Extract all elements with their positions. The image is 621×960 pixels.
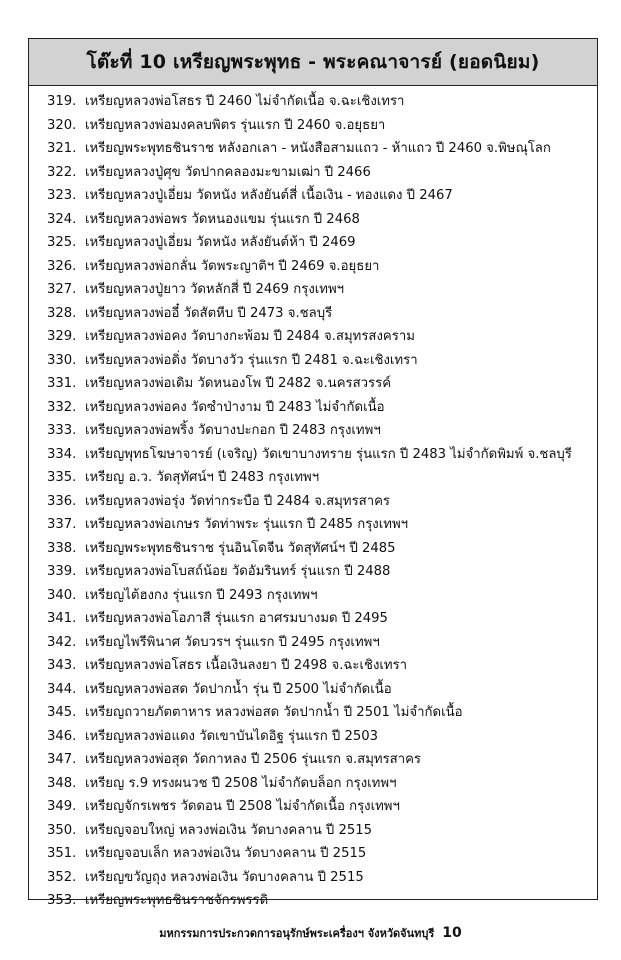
list-item [47,302,597,326]
item-text: เหรียญขวัญถุง หลวงพ่อเงิน วัดบางคลาน ปี 2515 [85,869,364,885]
item-text: เหรียญหลวงปู่ศุข วัดปากคลองมะขามเฒ่า ปี 2466 [85,164,371,180]
list-item [47,161,597,185]
list-item [47,842,597,866]
item-number: 329. [47,329,77,344]
item-text: เหรียญหลวงพ่อคง วัดซำป่างาม ปี 2483 ไม่จำกัดเนื้อ [85,399,385,415]
item-text: เหรียญพระพุทธชินราช รุ่นอินโดจีน วัดสุทัศน์ฯ ปี 2485 [85,540,396,556]
item-number: 351. [47,846,77,861]
item-text: เหรียญถวายภัตตาหาร หลวงพ่อสด วัดปากน้ำ ปี 2501 ไม่จำกัดเนื้อ [85,705,463,720]
item-number: 339. [47,564,77,579]
list-item [47,184,597,208]
list-item [47,419,597,443]
list-item [47,560,597,584]
item-text: เหรียญหลวงพ่อพร วัดหนองแขม รุ่นแรก ปี 2468 [85,211,360,227]
item-text: เหรียญหลวงพ่อโสธร เนื้อเงินลงยา ปี 2498 จ.ฉะเชิงเทรา [85,658,408,673]
item-number: 320. [47,117,77,133]
item-number: 345. [47,705,77,720]
list-item [47,607,597,631]
item-text: เหรียญหลวงพ่อโอภาสี รุ่นแรก อาศรมบางมด ปี 2495 [85,611,388,626]
footer-text: มหกรรมการประกวดการอนุรักษ์พระเครื่องฯ จังหวัดจันทบุรี [159,927,435,940]
list-item [47,584,597,608]
item-number: 347. [47,752,77,767]
item-number: 337. [47,517,77,532]
list-item [47,137,597,161]
item-number: 328. [47,305,77,321]
footer [0,924,621,942]
list-item [47,208,597,232]
item-text: เหรียญหลวงพ่อสุด วัดกาหลง ปี 2506 รุ่นแรก จ.สมุทรสาคร [85,752,422,767]
item-list [29,86,597,913]
page-number: 10 [442,925,462,941]
list-item [47,443,597,467]
item-text: เหรียญไต้ฮงกง รุ่นแรก ปี 2493 กรุงเทพฯ [85,587,318,603]
list-item [47,631,597,655]
item-text: เหรียญหลวงพ่อพริ้ง วัดบางปะกอก ปี 2483 กรุงเทพฯ [85,423,381,438]
item-number: 323. [47,188,77,203]
item-number: 331. [47,376,77,391]
list-item [47,255,597,279]
item-number: 350. [47,822,77,838]
item-number: 334. [47,446,77,462]
list-item [47,325,597,349]
item-number: 340. [47,587,77,603]
item-text: เหรียญหลวงพ่อคง วัดบางกะพ้อม ปี 2484 จ.สมุทรสงคราม [85,329,415,344]
item-number: 336. [47,493,77,509]
list-item [47,866,597,890]
item-text: เหรียญหลวงปู่เอี่ยม วัดหนัง หลังยันต์ห้า ปี 2469 [85,235,356,250]
item-text: เหรียญหลวงพ่อเดิม วัดหนองโพ ปี 2482 จ.นครสวรรค์ [85,376,392,391]
list-item [47,537,597,561]
item-number: 352. [47,869,77,885]
item-number: 348. [47,775,77,791]
list-item [47,90,597,114]
item-number: 349. [47,799,77,814]
item-text: เหรียญจอบใหญ่ หลวงพ่อเงิน วัดบางคลาน ปี 2515 [85,822,373,838]
item-text: เหรียญพระพุทธชินราชจักรพรรดิ [85,893,269,908]
list-item [47,654,597,678]
item-text: เหรียญหลวงพ่อโบสถ์น้อย วัดอัมรินทร์ รุ่นแรก ปี 2488 [85,564,391,579]
item-text: เหรียญหลวงพ่อโสธร ปี 2460 ไม่จำกัดเนื้อ จ.ฉะเชิงเทรา [85,94,405,109]
list-item [47,278,597,302]
list-item [47,725,597,749]
item-text: เหรียญหลวงพ่อเกษร วัดท่าพระ รุ่นแรก ปี 2485 กรุงเทพฯ [85,517,409,532]
list-item [47,349,597,373]
item-number: 335. [47,470,77,485]
item-number: 326. [47,258,77,274]
list-item [47,396,597,420]
list-item [47,513,597,537]
item-number: 327. [47,282,77,297]
item-number: 353. [47,893,77,908]
page-title: โต๊ะที่ 10 เหรียญพระพุทธ - พระคณาจารย์ (ยอดนิยม) [29,39,597,86]
item-text: เหรียญพุทธโฆษาจารย์ (เจริญ) วัดเขาบางทราย รุ่นแรก ปี 2483 ไม่จำกัดพิมพ์ จ.ชลบุรี [85,446,572,462]
item-text: เหรียญจักรเพชร วัดดอน ปี 2508 ไม่จำกัดเนื้อ กรุงเทพฯ [85,799,400,814]
item-number: 333. [47,423,77,438]
item-number: 325. [47,235,77,250]
list-item [47,701,597,725]
item-text: เหรียญ อ.ว. วัดสุทัศน์ฯ ปี 2483 กรุงเทพฯ [85,470,320,485]
list-item [47,748,597,772]
item-number: 346. [47,728,77,744]
item-text: เหรียญหลวงพ่อมงคลบพิตร รุ่นแรก ปี 2460 จ.อยุธยา [85,117,386,133]
list-item [47,889,597,913]
item-text: เหรียญหลวงปู่ยาว วัดหลักสี่ ปี 2469 กรุงเทพฯ [85,282,345,297]
list-item [47,772,597,796]
item-text: เหรียญหลวงพ่อกลั่น วัดพระญาติฯ ปี 2469 จ.อยุธยา [85,258,380,274]
item-number: 319. [47,94,77,109]
item-text: เหรียญหลวงพ่อแดง วัดเขาบันไดอิฐ รุ่นแรก ปี 2503 [85,728,379,744]
table-frame [28,38,598,908]
item-text: เหรียญหลวงพ่อรุ่ง วัดท่ากระบือ ปี 2484 จ.สมุทรสาคร [85,493,391,509]
item-text: เหรียญหลวงพ่อดิ่ง วัดบางวัว รุ่นแรก ปี 2481 จ.ฉะเชิงเทรา [85,352,418,368]
item-text: เหรียญหลวงพ่ออี๋ วัดสัตหีบ ปี 2473 จ.ชลบุรี [85,305,333,321]
list-item [47,490,597,514]
item-text: เหรียญ ร.9 ทรงผนวช ปี 2508 ไม่จำกัดบล็อก กรุงเทพฯ [85,775,397,791]
item-text: เหรียญหลวงปู่เอี่ยม วัดหนัง หลังยันต์สี่ เนื้อเงิน - ทองแดง ปี 2467 [85,188,453,203]
list-item [47,795,597,819]
list-item [47,678,597,702]
item-number: 338. [47,540,77,556]
item-text: เหรียญจอบเล็ก หลวงพ่อเงิน วัดบางคลาน ปี 2515 [85,846,367,861]
item-number: 321. [47,141,77,156]
item-number: 341. [47,611,77,626]
item-number: 330. [47,352,77,368]
item-number: 343. [47,658,77,673]
list-item [47,231,597,255]
item-number: 344. [47,681,77,697]
list-item [47,466,597,490]
list-item [47,114,597,138]
item-text: เหรียญพระพุทธชินราช หลังอกเลา - หนังสือสามแถว - ห้าแถว ปี 2460 จ.พิษณุโลก [85,141,551,156]
item-number: 324. [47,211,77,227]
list-item [47,819,597,843]
list-item [47,372,597,396]
item-number: 342. [47,634,77,650]
item-number: 332. [47,399,77,415]
item-text: เหรียญหลวงพ่อสด วัดปากน้ำ รุ่น ปี 2500 ไม่จำกัดเนื้อ [85,681,392,697]
item-number: 322. [47,164,77,180]
item-text: เหรียญไพรีพินาศ วัดบวรฯ รุ่นแรก ปี 2495 กรุงเทพฯ [85,634,380,650]
